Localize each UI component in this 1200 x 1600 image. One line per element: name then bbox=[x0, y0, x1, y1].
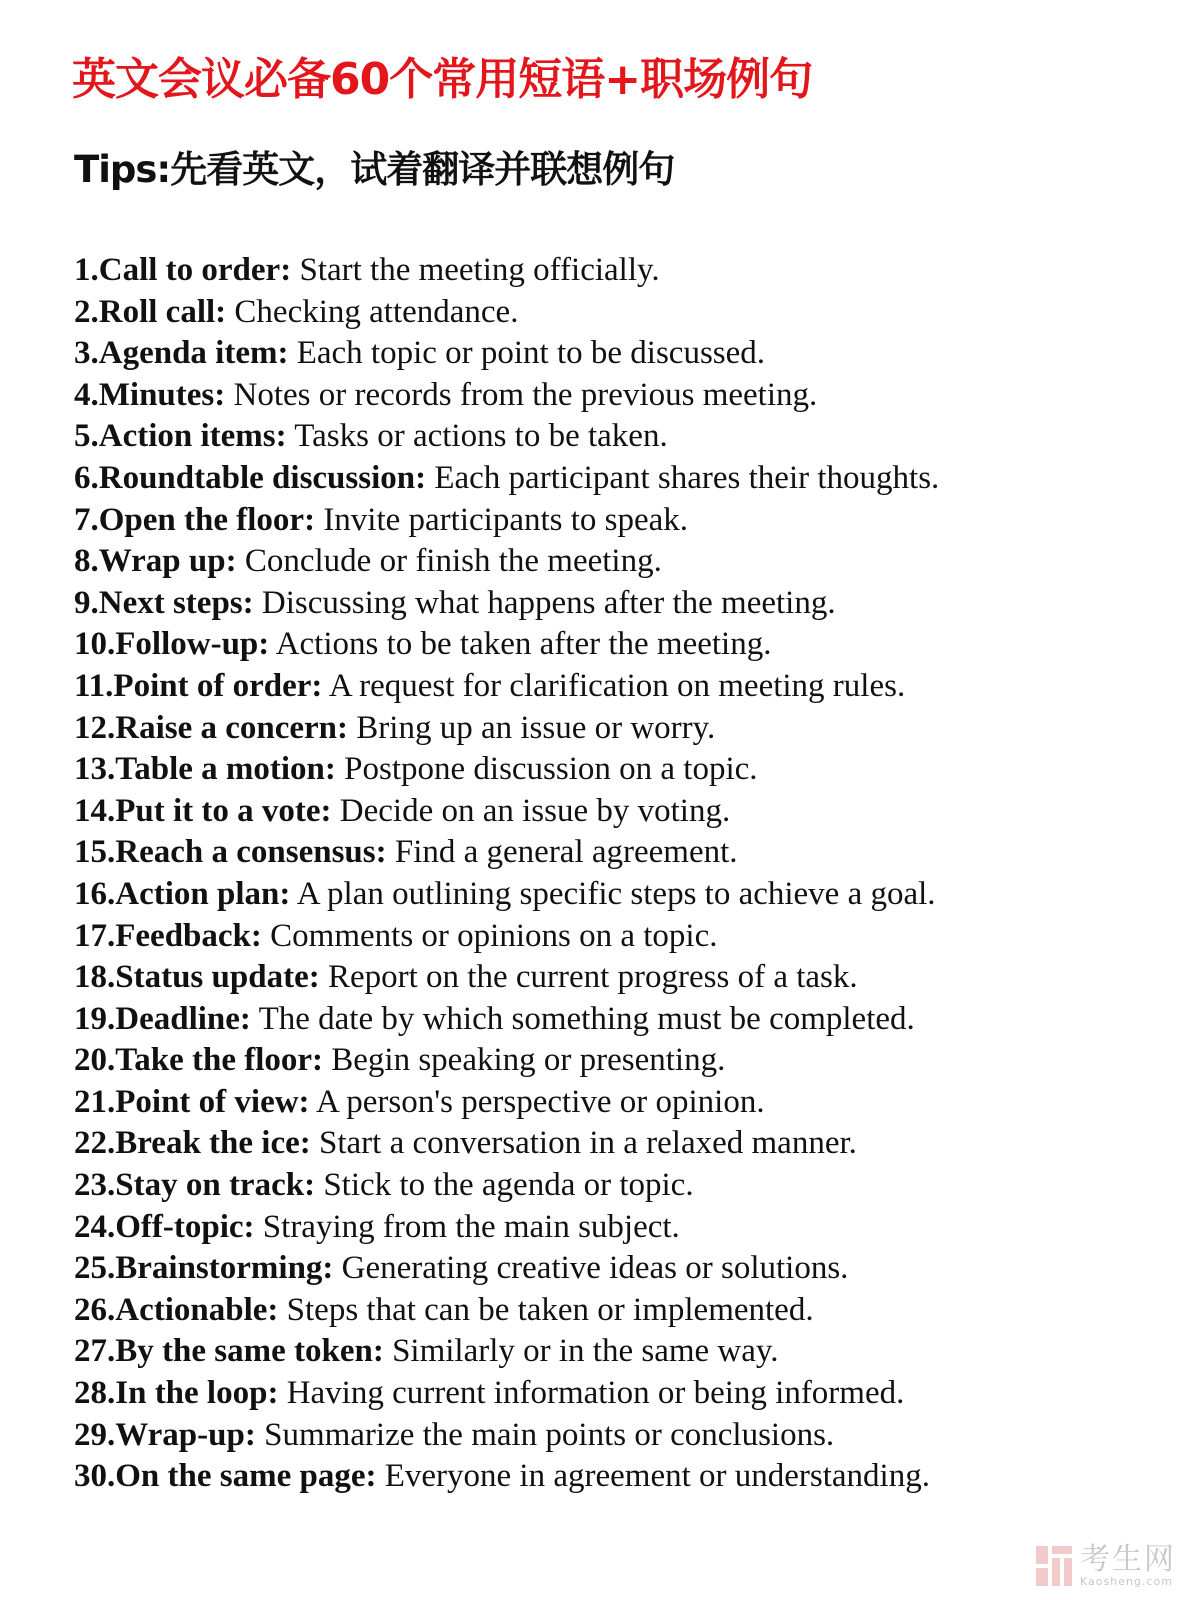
phrase-definition: Notes or records from the previous meeting. bbox=[233, 376, 818, 413]
phrase-definition: Start the meeting officially. bbox=[299, 252, 660, 288]
phrase-term: 13.Table a motion: bbox=[74, 751, 336, 788]
phrase-term: 29.Wrap-up: bbox=[74, 1416, 256, 1453]
phrase-term: 3.Agenda item: bbox=[74, 335, 289, 372]
phrase-term: 10.Follow-up: bbox=[74, 626, 270, 663]
phrase-list bbox=[74, 250, 939, 1498]
list-item bbox=[74, 666, 939, 708]
phrase-term: 20.Take the floor: bbox=[74, 1042, 324, 1079]
phrase-term: 7.Open the floor: bbox=[74, 501, 316, 538]
kaosheng-logo-icon bbox=[1034, 1544, 1074, 1588]
list-item bbox=[74, 1207, 939, 1249]
phrase-definition: Generating creative ideas or solutions. bbox=[341, 1250, 849, 1287]
list-item bbox=[74, 1331, 939, 1373]
phrase-definition: Postpone discussion on a topic. bbox=[344, 751, 758, 788]
phrase-definition: Comments or opinions on a topic. bbox=[270, 917, 718, 954]
watermark bbox=[1034, 1544, 1176, 1588]
list-item bbox=[74, 1040, 939, 1082]
phrase-definition: Begin speaking or presenting. bbox=[331, 1042, 726, 1079]
phrase-term: 24.Off-topic: bbox=[74, 1208, 255, 1245]
list-item bbox=[74, 416, 939, 458]
phrase-term: 2.Roll call: bbox=[74, 293, 227, 330]
phrase-term: 1.Call to order: bbox=[74, 252, 292, 288]
list-item bbox=[74, 1415, 939, 1457]
phrase-term: 8.Wrap up: bbox=[74, 543, 237, 580]
list-item bbox=[74, 749, 939, 791]
phrase-definition: Straying from the main subject. bbox=[262, 1208, 680, 1245]
phrase-definition: The date by which something must be completed. bbox=[258, 1000, 915, 1037]
phrase-term: 9.Next steps: bbox=[74, 584, 254, 621]
page-title: 英文会议必备60个常用短语+职场例句 bbox=[72, 54, 813, 105]
phrase-definition: A request for clarification on meeting rules. bbox=[328, 667, 906, 704]
phrase-definition: Conclude or finish the meeting. bbox=[244, 543, 662, 580]
phrase-definition: Each participant shares their thoughts. bbox=[434, 459, 940, 496]
list-item bbox=[74, 1456, 939, 1498]
list-item bbox=[74, 874, 939, 916]
phrase-term: 11.Point of order: bbox=[74, 667, 323, 704]
phrase-term: 19.Deadline: bbox=[74, 1000, 251, 1037]
phrase-definition: Report on the current progress of a task. bbox=[327, 959, 858, 996]
page-subtitle: Tips:先看英文，试着翻译并联想例句 bbox=[74, 148, 675, 191]
list-item bbox=[74, 292, 939, 334]
phrase-definition: A person's perspective or opinion. bbox=[315, 1083, 765, 1120]
list-item bbox=[74, 708, 939, 750]
list-item bbox=[74, 1123, 939, 1165]
watermark-domain: Kaosheng.com bbox=[1080, 1575, 1173, 1588]
list-item bbox=[74, 1248, 939, 1290]
phrase-definition: Start a conversation in a relaxed manner. bbox=[319, 1125, 857, 1162]
list-item bbox=[74, 999, 939, 1041]
list-item bbox=[74, 1082, 939, 1124]
phrase-term: 5.Action items: bbox=[74, 418, 287, 455]
watermark-name: 考生网 bbox=[1080, 1542, 1176, 1577]
list-item bbox=[74, 832, 939, 874]
phrase-term: 18.Status update: bbox=[74, 959, 320, 996]
list-item bbox=[74, 333, 939, 375]
phrase-term: 15.Reach a consensus: bbox=[74, 834, 387, 871]
phrase-definition: Steps that can be taken or implemented. bbox=[286, 1291, 814, 1328]
list-item bbox=[74, 375, 939, 417]
phrase-term: 23.Stay on track: bbox=[74, 1167, 316, 1204]
phrase-definition: Stick to the agenda or topic. bbox=[323, 1167, 694, 1204]
phrase-term: 6.Roundtable discussion: bbox=[74, 459, 427, 496]
phrase-term: 16.Action plan: bbox=[74, 875, 291, 912]
list-item bbox=[74, 1165, 939, 1207]
phrase-term: 22.Break the ice: bbox=[74, 1125, 311, 1162]
phrase-term: 27.By the same token: bbox=[74, 1333, 384, 1370]
list-item bbox=[74, 624, 939, 666]
phrase-definition: Each topic or point to be discussed. bbox=[296, 335, 766, 372]
phrase-definition: A plan outlining specific steps to achieve a goal. bbox=[296, 875, 936, 912]
phrase-definition: Discussing what happens after the meeting. bbox=[261, 584, 836, 621]
phrase-definition: Similarly or in the same way. bbox=[392, 1333, 779, 1370]
list-item bbox=[74, 916, 939, 958]
phrase-definition: Having current information or being informed. bbox=[286, 1375, 905, 1412]
phrase-term: 14.Put it to a vote: bbox=[74, 792, 332, 829]
list-item bbox=[74, 500, 939, 542]
phrase-definition: Actions to be taken after the meeting. bbox=[275, 626, 772, 663]
phrase-definition: Bring up an issue or worry. bbox=[356, 709, 716, 746]
phrase-term: 28.In the loop: bbox=[74, 1375, 279, 1412]
list-item bbox=[74, 1373, 939, 1415]
phrase-definition: Everyone in agreement or understanding. bbox=[384, 1458, 930, 1495]
phrase-term: 26.Actionable: bbox=[74, 1291, 279, 1328]
phrase-term: 21.Point of view: bbox=[74, 1083, 310, 1120]
phrase-term: 4.Minutes: bbox=[74, 376, 226, 413]
list-item bbox=[74, 250, 939, 292]
list-item bbox=[74, 791, 939, 833]
phrase-definition: Checking attendance. bbox=[234, 293, 519, 330]
phrase-definition: Find a general agreement. bbox=[394, 834, 738, 871]
list-item bbox=[74, 541, 939, 583]
phrase-term: 17.Feedback: bbox=[74, 917, 262, 954]
phrase-definition: Decide on an issue by voting. bbox=[339, 792, 731, 829]
phrase-definition: Summarize the main points or conclusions. bbox=[264, 1416, 835, 1453]
phrase-definition: Tasks or actions to be taken. bbox=[294, 418, 668, 455]
phrase-term: 30.On the same page: bbox=[74, 1458, 377, 1495]
list-item bbox=[74, 957, 939, 999]
phrase-term: 12.Raise a concern: bbox=[74, 709, 349, 746]
list-item bbox=[74, 458, 939, 500]
phrase-term: 25.Brainstorming: bbox=[74, 1250, 334, 1287]
list-item bbox=[74, 1290, 939, 1332]
list-item bbox=[74, 583, 939, 625]
phrase-definition: Invite participants to speak. bbox=[323, 501, 689, 538]
